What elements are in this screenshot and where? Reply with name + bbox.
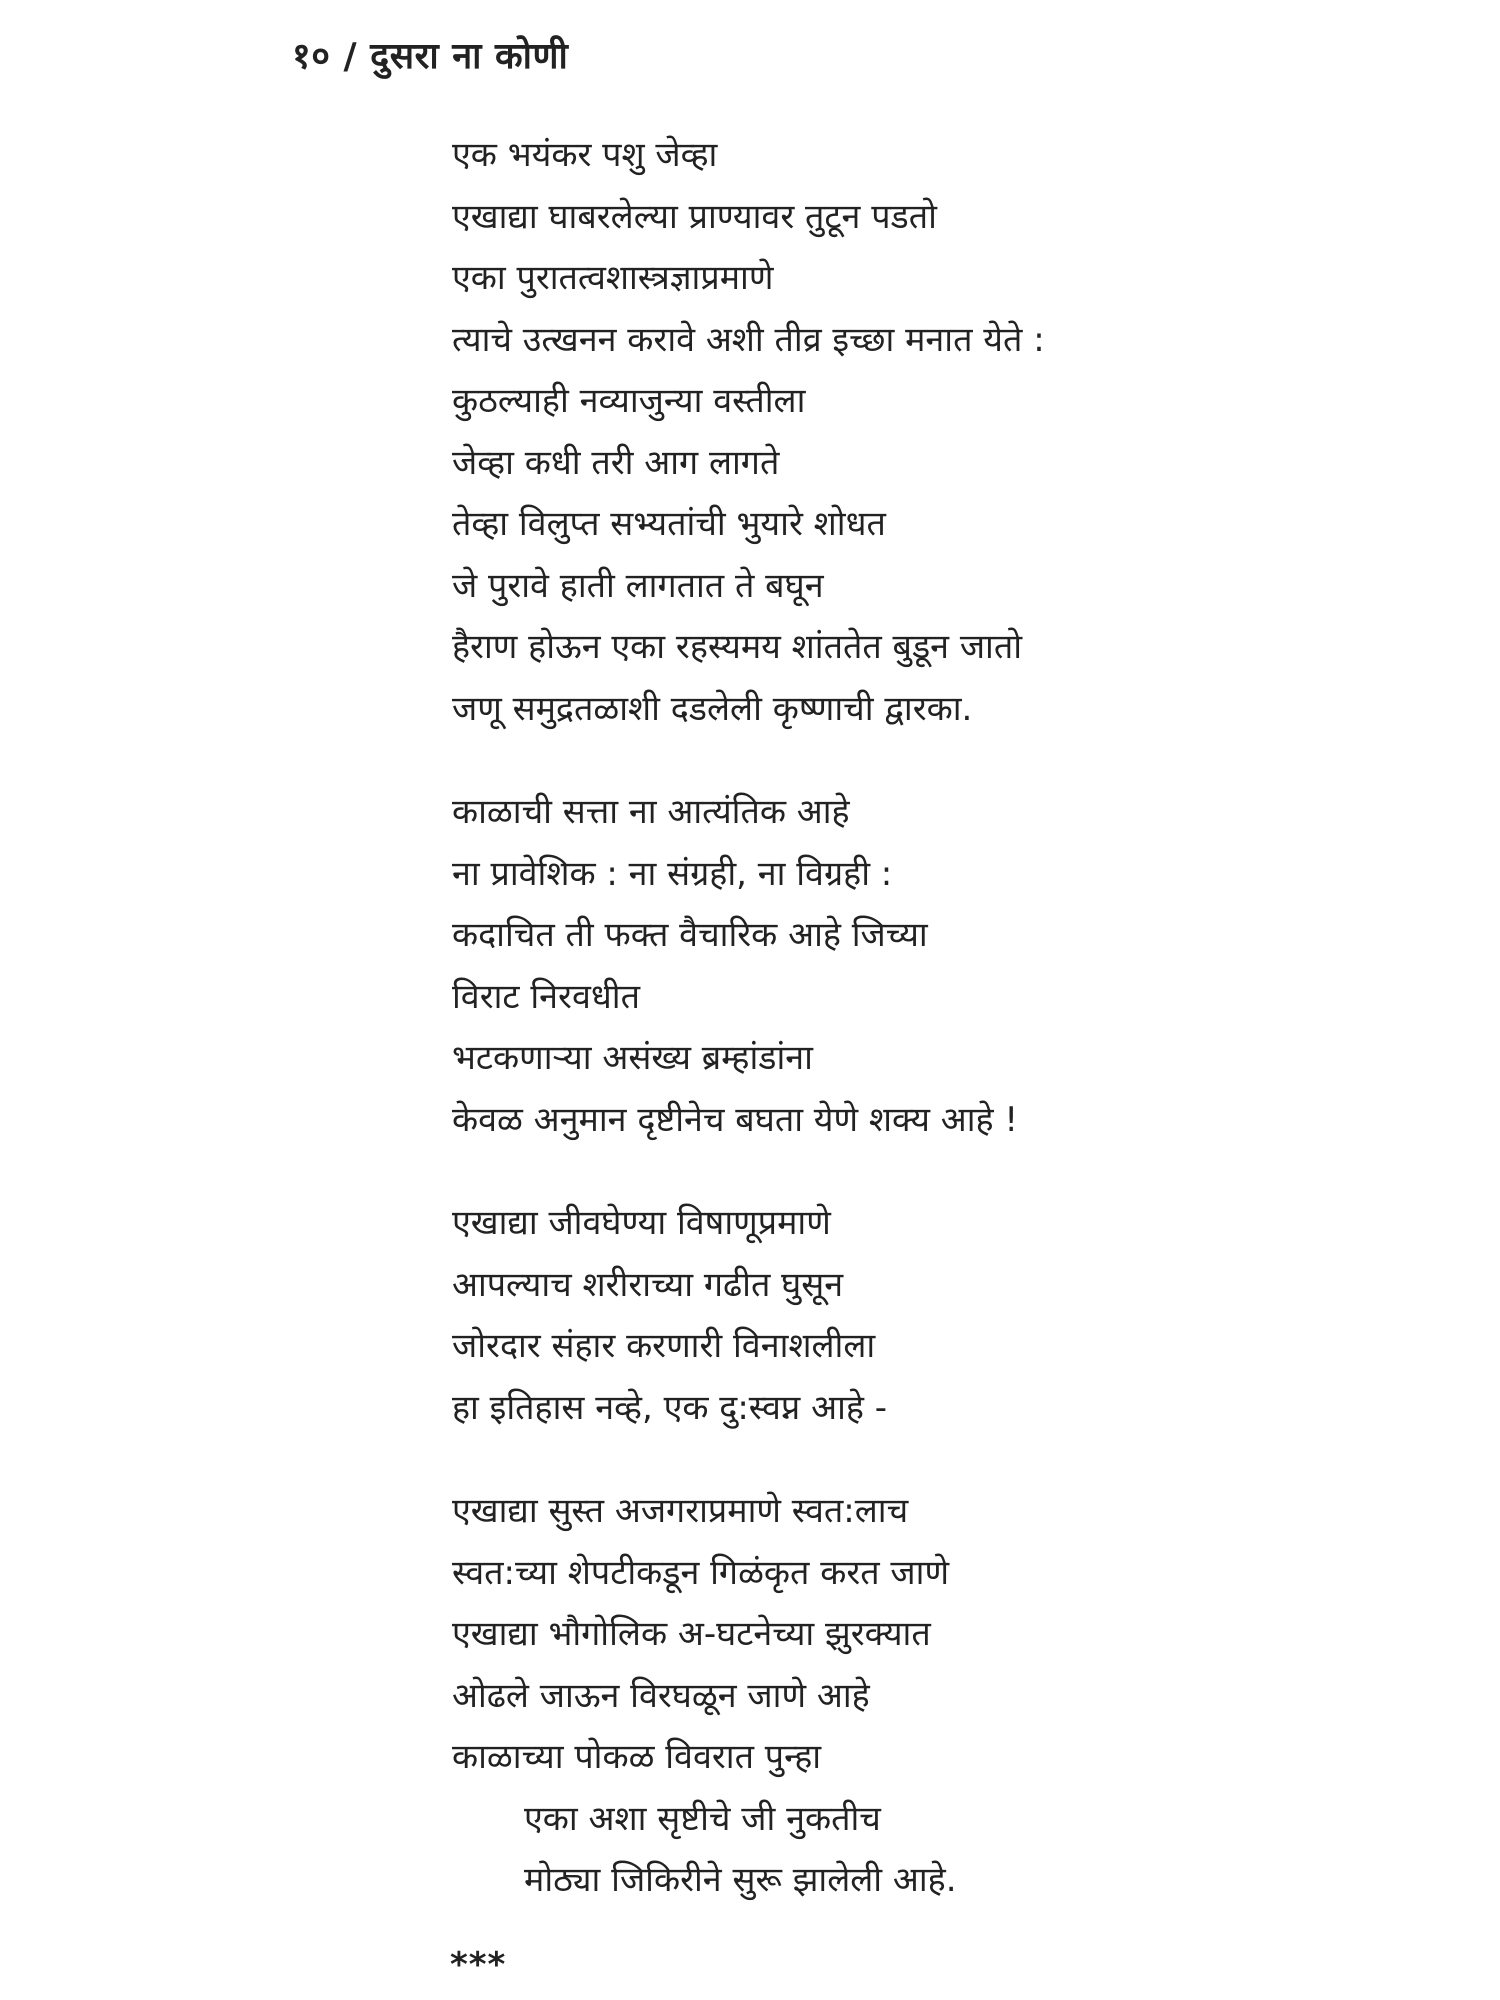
poem-line: एखाद्या भौगोलिक अ-घटनेच्या झुरक्यात xyxy=(452,1614,931,1654)
poem-line: एखाद्या घाबरलेल्या प्राण्यावर तुटून पडतो xyxy=(452,196,937,237)
poem-line: काळाच्या पोकळ विवरात पुन्हा xyxy=(452,1737,822,1777)
poem-line: एखाद्या जीवघेण्या विषाणूप्रमाणे xyxy=(452,1203,831,1243)
poem-line: कुठल्याही नव्याजुन्या वस्तीला xyxy=(452,381,806,421)
poem-line: कदाचित ती फक्त वैचारिक आहे जिच्या xyxy=(452,915,928,955)
poem-line: त्याचे उत्खनन करावे अशी तीव्र इच्छा मनात येते : xyxy=(452,319,1045,360)
poem-line: केवळ अनुमान दृष्टीनेच बघता येणे शक्य आहे ! xyxy=(452,1099,1018,1140)
poem-line: स्वत:च्या शेपटीकडून गिळंकृत करत जाणे xyxy=(452,1552,950,1593)
poem-line: हैराण होऊन एका रहस्यमय शांततेत बुडून जातो xyxy=(452,627,1023,667)
poem-line-indented: एका अशा सृष्टीचे जी नुकतीच xyxy=(524,1798,881,1839)
poem-line: भटकणाऱ्या असंख्य ब्रम्हांडांना xyxy=(452,1038,813,1078)
poem-line: तेव्हा विलुप्त सभ्यतांची भुयारे शोधत xyxy=(452,504,886,544)
stanza-1 xyxy=(452,125,1452,740)
poem-line: हा इतिहास नव्हे, एक दु:स्वप्न आहे - xyxy=(452,1387,887,1428)
poem-line: काळाची सत्ता ना आत्यंतिक आहे xyxy=(452,792,850,832)
poem-line: आपल्याच शरीराच्या गढीत घुसून xyxy=(452,1264,844,1305)
page-header: १० / दुसरा ना कोणी xyxy=(292,36,569,77)
poem-line: ओढले जाऊन विरघळून जाणे आहे xyxy=(452,1675,870,1716)
stanza-4 xyxy=(452,1481,1452,1912)
poem-line: एखाद्या सुस्त अजगराप्रमाणे स्वत:लाच xyxy=(452,1491,909,1531)
poem-line: जणू समुद्रतळाशी दडलेली कृष्णाची द्वारका. xyxy=(452,688,973,729)
poem-line: एक भयंकर पशु जेव्हा xyxy=(452,135,718,175)
stanza-2 xyxy=(452,782,1452,1151)
poem-line: एका पुरातत्वशास्त्रज्ञाप्रमाणे xyxy=(452,258,774,298)
poem-line-indented: मोठ्या जिकिरीने सुरू झालेली आहे. xyxy=(524,1860,957,1900)
poem-line: विराट निरवधीत xyxy=(452,976,640,1017)
poem-line: जेव्हा कधी तरी आग लागते xyxy=(452,442,780,483)
poem-body xyxy=(452,125,1452,1954)
poem-line: जे पुरावे हाती लागतात ते बघून xyxy=(452,565,824,606)
poem-line: ना प्रावेशिक : ना संग्रही, ना विग्रही : xyxy=(452,853,893,894)
stanza-3 xyxy=(452,1193,1452,1439)
end-mark: *** xyxy=(450,1945,507,1985)
poem-line: जोरदार संहार करणारी विनाशलीला xyxy=(452,1326,876,1366)
